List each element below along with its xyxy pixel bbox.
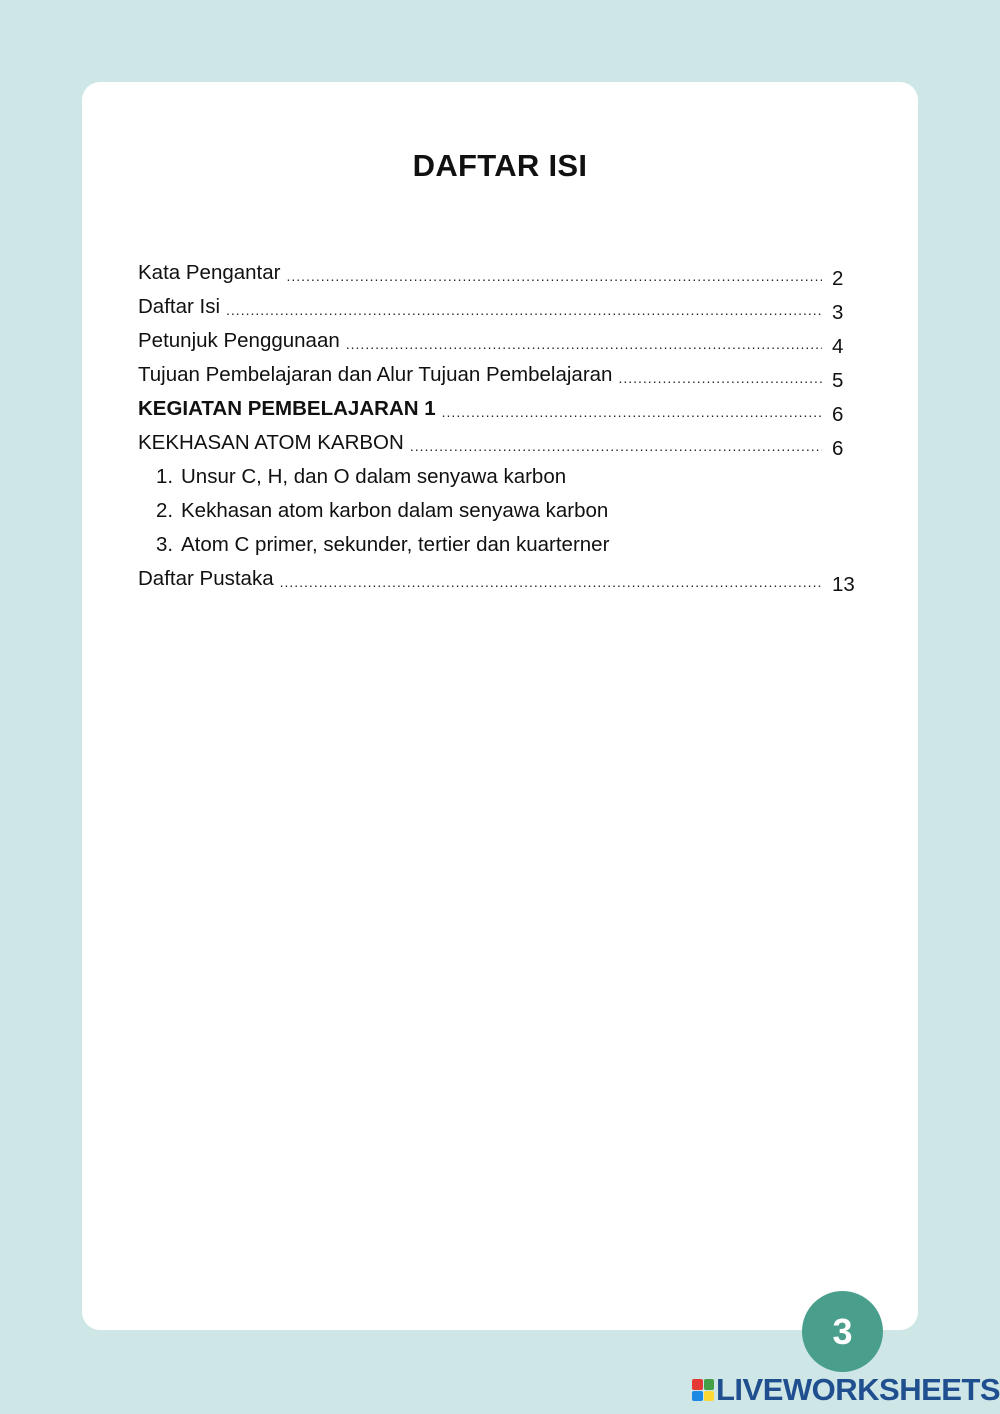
page-title: DAFTAR ISI bbox=[412, 148, 588, 183]
toc-entry-page: 6 bbox=[832, 437, 844, 460]
brand-wordmark: LIVEWORKSHEETS bbox=[716, 1372, 1000, 1407]
toc-entry-label: Tujuan Pembelajaran dan Alur Tujuan Pembelajaran bbox=[138, 363, 613, 386]
toc-entry-petunjuk-penggunaan[interactable] bbox=[138, 326, 868, 360]
toc-entry-label: KEGIATAN PEMBELAJARAN 1 bbox=[138, 397, 436, 420]
toc-entry-page: 6 bbox=[832, 403, 844, 426]
toc-entry-kekhasan-atom-karbon[interactable] bbox=[138, 428, 868, 462]
toc-dot-leader bbox=[346, 329, 822, 359]
toc-entry-label: Daftar Pustaka bbox=[138, 567, 274, 590]
toc-dot-leader bbox=[280, 567, 822, 597]
toc-dot-leader bbox=[286, 261, 822, 291]
toc-subitem-number: 1. bbox=[156, 465, 174, 488]
table-of-contents bbox=[138, 258, 868, 598]
toc-dot-leader bbox=[442, 397, 822, 427]
toc-entry-page: 2 bbox=[832, 267, 844, 290]
toc-entry-tujuan-pembelajaran[interactable] bbox=[138, 360, 868, 394]
toc-entry-page: 13 bbox=[832, 573, 855, 596]
toc-entry-page: 3 bbox=[832, 301, 844, 324]
toc-entry-daftar-isi[interactable] bbox=[138, 292, 868, 326]
toc-subitem-number: 2. bbox=[156, 499, 174, 522]
toc-subitem-label: Atom C primer, sekunder, tertier dan kuarterner bbox=[181, 533, 610, 556]
toc-entry-kata-pengantar[interactable] bbox=[138, 258, 868, 292]
logo-tile bbox=[704, 1379, 715, 1390]
logo-tile bbox=[692, 1391, 703, 1402]
toc-dot-leader bbox=[226, 295, 822, 325]
toc-entry-label: Petunjuk Penggunaan bbox=[138, 329, 340, 352]
toc-subitem-label: Kekhasan atom karbon dalam senyawa karbon bbox=[181, 499, 609, 522]
liveworksheets-logo-icon bbox=[692, 1379, 714, 1401]
toc-dot-leader bbox=[410, 431, 822, 461]
toc-entry-page: 4 bbox=[832, 335, 844, 358]
toc-subitem[interactable] bbox=[138, 462, 868, 496]
toc-entry-label: KEKHASAN ATOM KARBON bbox=[138, 431, 404, 454]
toc-subitem-number: 3. bbox=[156, 533, 174, 556]
toc-entry-label: Daftar Isi bbox=[138, 295, 221, 318]
toc-subitem[interactable] bbox=[138, 496, 868, 530]
logo-tile bbox=[692, 1379, 703, 1390]
toc-entry-page: 5 bbox=[832, 369, 844, 392]
toc-entry-label: Kata Pengantar bbox=[138, 261, 281, 284]
toc-subitem-label: Unsur C, H, dan O dalam senyawa karbon bbox=[181, 465, 567, 488]
toc-dot-leader bbox=[618, 363, 822, 393]
toc-entry-daftar-pustaka[interactable] bbox=[138, 564, 868, 598]
page-number-badge: 3 bbox=[802, 1291, 883, 1372]
toc-subitem[interactable] bbox=[138, 530, 868, 564]
liveworksheets-brand[interactable] bbox=[692, 1372, 1000, 1408]
logo-tile bbox=[704, 1391, 715, 1402]
toc-entry-kegiatan-pembelajaran-1[interactable] bbox=[138, 394, 868, 428]
